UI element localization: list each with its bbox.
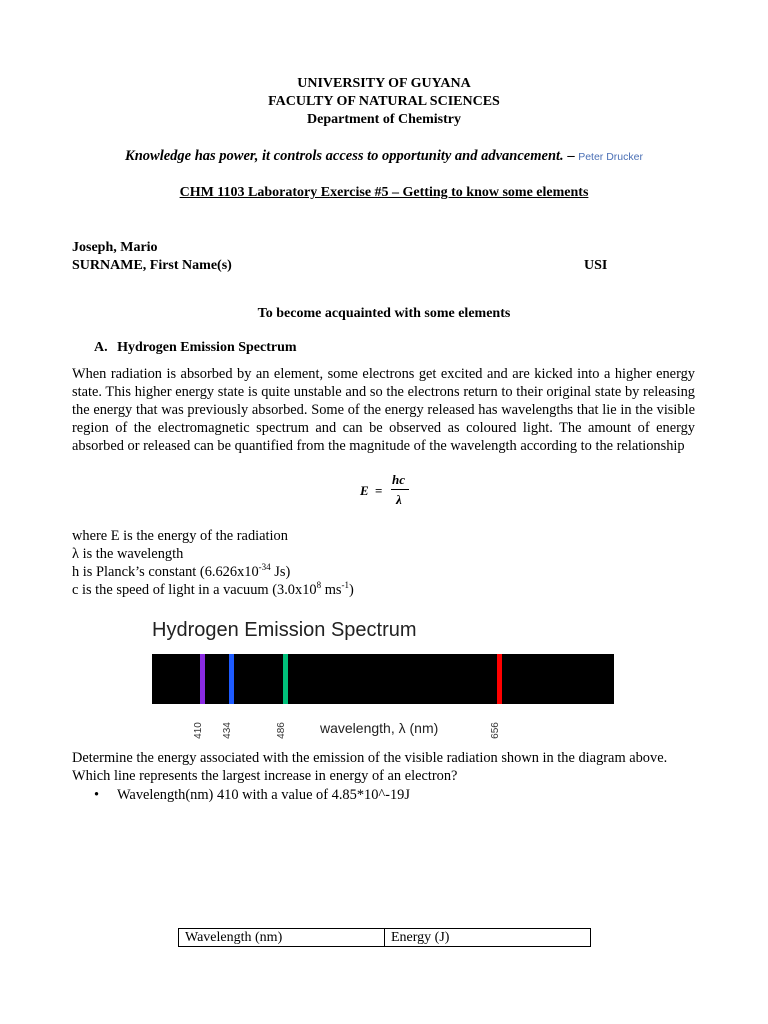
c-mid: ms: [321, 582, 342, 598]
formula-equals: =: [375, 483, 383, 498]
objective: To become acquainted with some elements: [257, 306, 511, 321]
university-name: UNIVERSITY OF GUYANA: [297, 76, 471, 91]
definition-c: [72, 581, 354, 599]
spectrum-band: [152, 654, 614, 704]
section-a-heading: [94, 340, 297, 356]
spectrum-tick-label: 410: [192, 722, 204, 739]
spectrum-tick-label: 656: [489, 722, 501, 739]
quote-dash: –: [567, 148, 575, 164]
intro-paragraph: When radiation is absorbed by an element, some electrons get excited and are kicked into a higher energy state. This higher energy state is quite unstable and so the electrons return to their original state by releasing the energy that was previously absorbed. Some of the energy released has wavelengths that lie in the visible region of the electromagnetic spectrum and can be observed as coloured light. The amount of energy absorbed or released can be quantified from the magnitude of the wavelength according to the relationship: [72, 366, 695, 454]
question-line-2: Which line represents the largest increase in energy of an electron?: [72, 768, 458, 784]
student-name: Joseph, Mario: [72, 240, 158, 255]
definition-lambda: λ is the wavelength: [72, 546, 184, 562]
spectrum-line-410: [200, 654, 205, 704]
energy-table: [178, 928, 591, 947]
quote-text: Knowledge has power, it controls access to opportunity and advancement.: [125, 148, 564, 164]
question-line-1: Determine the energy associated with the emission of the visible radiation shown in the diagram above.: [72, 750, 668, 766]
usi-label: USI: [584, 258, 608, 273]
department-name: Department of Chemistry: [307, 112, 461, 127]
quote: [0, 148, 768, 165]
quote-author: Peter Drucker: [578, 151, 643, 163]
spectrum-title: Hydrogen Emission Spectrum: [152, 619, 417, 641]
formula-numerator: hc: [392, 472, 405, 487]
table-header-energy: Energy (J): [385, 929, 591, 947]
c-suffix: ): [349, 582, 354, 598]
answer-bullet: •: [94, 787, 100, 803]
c-exponent-2: -1: [341, 580, 349, 591]
energy-formula: [360, 470, 420, 510]
table-header-row: [179, 929, 591, 947]
c-prefix: c is the speed of light in a vacuum (3.0x10: [72, 582, 317, 598]
c-exponent: 8: [316, 580, 322, 591]
h-exponent: -34: [258, 562, 271, 573]
spectrum-line-434: [229, 654, 234, 704]
h-suffix: Js): [270, 564, 291, 580]
definition-e: where E is the energy of the radiation: [72, 528, 288, 544]
spectrum-tick-label: 486: [275, 722, 287, 739]
name-label: SURNAME, First Name(s): [72, 258, 232, 273]
table-header-wavelength: Wavelength (nm): [179, 929, 385, 947]
fraction-bar: [391, 489, 409, 490]
section-a-number: A.: [94, 340, 108, 355]
exercise-title: CHM 1103 Laboratory Exercise #5 – Getting to know some elements: [179, 185, 589, 200]
formula-denominator: λ: [396, 492, 402, 507]
h-prefix: h is Planck’s constant (6.626x10: [72, 564, 259, 580]
answer-text: Wavelength(nm) 410 with a value of 4.85*10^-19J: [117, 787, 410, 803]
spectrum-tick-label: 434: [221, 722, 233, 739]
definition-h: [72, 563, 290, 581]
spectrum-line-486: [283, 654, 288, 704]
formula-lhs: E: [360, 483, 369, 498]
spectrum-line-656: [497, 654, 502, 704]
faculty-name: FACULTY OF NATURAL SCIENCES: [268, 94, 500, 109]
section-a-title: Hydrogen Emission Spectrum: [117, 340, 297, 355]
spectrum-axis-label: wavelength, λ (nm): [320, 720, 439, 736]
